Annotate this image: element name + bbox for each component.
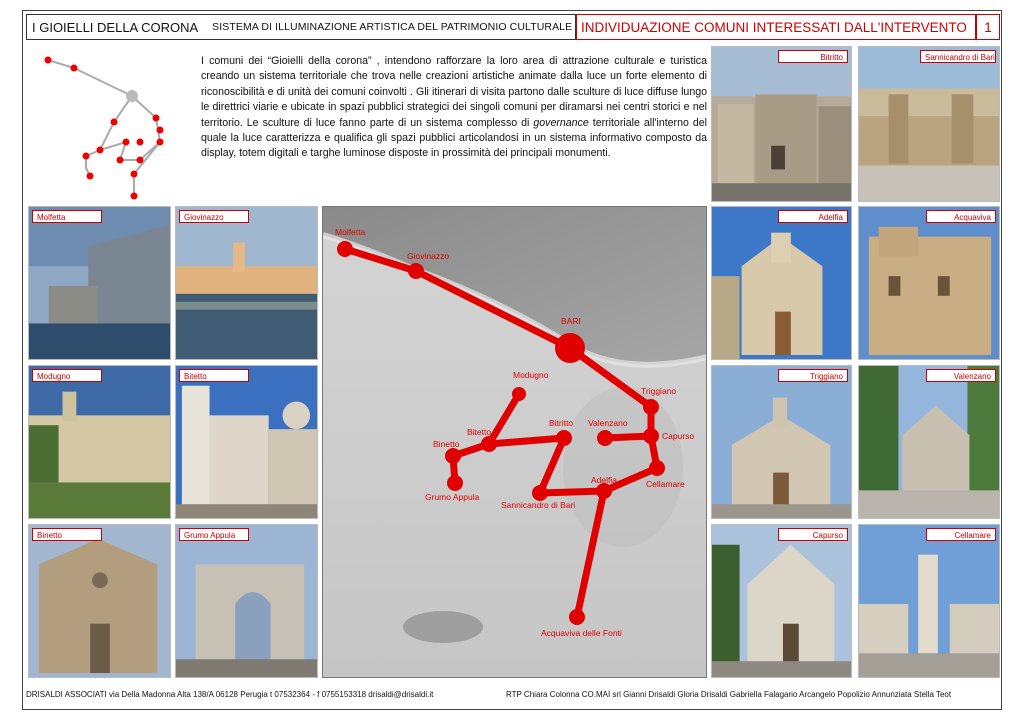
marker-grumo [447, 475, 463, 491]
map-label-sannicandro: Sannicandro di Bari [501, 500, 576, 510]
page-number: 1 [984, 19, 992, 35]
photo-molfetta [28, 206, 171, 360]
photo-label-capurso: Capurso [778, 528, 848, 541]
footer-team: RTP Chiara Colonna CO.MAI srl Gianni Drisaldi Gloria Drisaldi Gabriella Falagario Arcangelo Popolizio Annunziata Stella Teot [506, 690, 952, 699]
intro-text-2: territoriale all'interno del quale la luce caratterizza e qualifica gli spazi pubblici articolandosi in un sistema informativo composto da display, totem digitali e targhe luminose disposte in prossimità dei principali monumenti. [201, 116, 707, 160]
map-label-cellamare: Cellamare [646, 479, 685, 489]
photo-capurso [711, 524, 852, 678]
marker-binetto [445, 448, 461, 464]
photo-label-triggiano: Triggiano [778, 369, 848, 382]
footer-company: DRISALDI ASSOCIATI via Della Madonna Alta 138/A 06128 Perugia t 07532364 - f 0755153318 drisaldi@drisaldi.it [26, 690, 434, 699]
photo-label-molfetta: Molfetta [32, 210, 102, 223]
photo-grumo [175, 524, 318, 678]
marker-acquaviva [569, 609, 585, 625]
map-label-bari: BARI [561, 316, 581, 326]
section-title: INDIVIDUAZIONE COMUNI INTERESSATI DALL'INTERVENTO [581, 19, 967, 35]
photo-label-adelfia: Adelfia [778, 210, 848, 223]
photo-label-modugno: Modugno [32, 369, 102, 382]
map-label-capurso: Capurso [662, 431, 695, 441]
map-label-grumo: Grumo Appula [425, 492, 480, 502]
photo-acquaviva [858, 206, 1000, 360]
territory-map [322, 206, 707, 678]
map-label-acquaviva: Acquaviva delle Fonti [541, 628, 622, 638]
photo-giovinazzo [175, 206, 318, 360]
marker-capurso [643, 428, 659, 444]
photo-bitetto [175, 365, 318, 519]
marker-molfetta [337, 241, 353, 257]
intro-emphasis: governance [533, 116, 589, 129]
marker-valenzano [597, 430, 613, 446]
map-label-binetto: Binetto [433, 439, 460, 449]
intro-text-1: I comuni dei “Gioielli della corona” , intendono rafforzare la loro area di attrazione culturale e turistica creando un sistema territoriale che trova nelle creazioni artistiche animate dalla luce un forte elemento di riconoscibilità e di unità dei comuni coinvolti . Gli itinerari di visita partono dalle sculture di luce diffuse lungo le direttrici viarie e ubicate in spazi pubblici strategici dei singoli comuni per diramarsi nei centri storici e nel territorio. Le sculture di luce fanno parte di un sistema complesso di [201, 55, 707, 129]
photo-label-valenzano: Valenzano [926, 369, 996, 382]
map-label-bitetto: Bitetto [467, 427, 492, 437]
photo-triggiano [711, 365, 852, 519]
page-title: I GIOIELLI DELLA CORONA [32, 19, 199, 35]
photo-sannicandro [858, 46, 1000, 202]
marker-sannicandro [532, 485, 548, 501]
map-label-adelfia: Adelfia [591, 475, 617, 485]
marker-triggiano [643, 399, 659, 415]
photo-label-cellamare: Cellamare [926, 528, 996, 541]
photo-valenzano [858, 365, 1000, 519]
marker-bitritto [556, 430, 572, 446]
page-subtitle: SISTEMA DI ILLUMINAZIONE ARTISTICA DEL PATRIMONIO CULTURALE [212, 21, 573, 33]
map-label-valenzano: Valenzano [588, 418, 628, 428]
photo-label-grumo: Grumo Appula [179, 528, 249, 541]
marker-giovinazzo [408, 263, 424, 279]
marker-adelfia [596, 483, 612, 499]
photo-label-bitetto: Bitetto [179, 369, 249, 382]
map-label-triggiano: Triggiano [641, 386, 677, 396]
marker-bari [555, 333, 585, 363]
photo-label-acquaviva: Acquaviva [926, 210, 996, 223]
map-label-giovinazzo: Giovinazzo [407, 251, 450, 261]
photo-label-sannicandro: Sannicandro di Bari [920, 50, 996, 63]
map-label-bitritto: Bitritto [549, 418, 574, 428]
marker-bitetto [481, 436, 497, 452]
marker-modugno [512, 387, 526, 401]
map-label-modugno: Modugno [513, 370, 549, 380]
page-number-box [976, 14, 1000, 40]
network-diagram [36, 52, 176, 202]
photo-label-giovinazzo: Giovinazzo [179, 210, 249, 223]
photo-bitritto [711, 46, 852, 202]
photo-binetto [28, 524, 171, 678]
photo-cellamare [858, 524, 1000, 678]
section-title-box [576, 14, 976, 40]
photo-label-bitritto: Bitritto [778, 50, 848, 63]
photo-adelfia [711, 206, 852, 360]
photo-modugno [28, 365, 171, 519]
marker-cellamare [649, 460, 665, 476]
photo-label-binetto: Binetto [32, 528, 102, 541]
header-title-box [26, 14, 576, 40]
intro-paragraph [201, 54, 707, 162]
map-label-molfetta: Molfetta [335, 227, 366, 237]
